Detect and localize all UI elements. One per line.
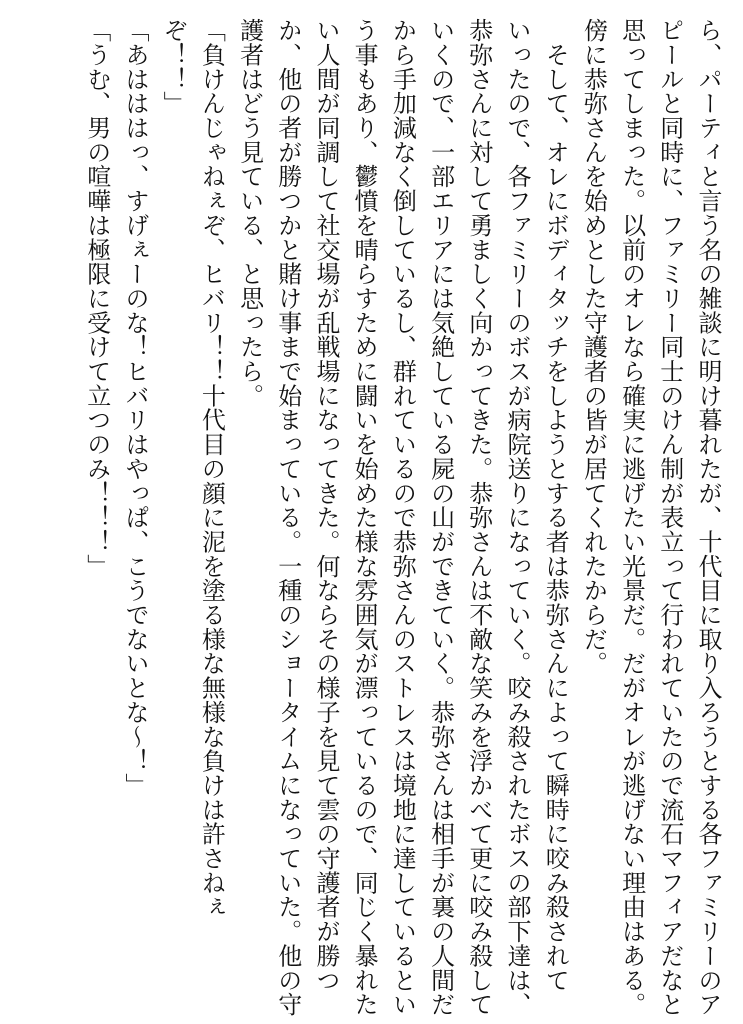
text-line: 傍に恭弥さんを始めとした守護者の皆が居てくれたからだ。	[579, 18, 608, 676]
text-line: そして、オレにボディタッチをしようとする者は恭弥さんによって瞬時に咬み殺されて	[541, 18, 570, 992]
text-line: 思ってしまった。以前のオレなら確実に逃げたい光景だ。だがオレが逃げない理由はある。	[617, 18, 646, 1017]
text-line: か、他の者が勝つかと賭け事まで始まっている。一種のショータイムになっていた。他の守	[273, 18, 302, 1017]
dialogue-line: 「負けんじゃねぇぞ、ヒバリ！！十代目の顔に泥を塗る様な無様な負けは許さねぇ	[197, 18, 226, 919]
dialogue-line: 「うむ、男の喧嘩は極限に受けて立つのみ！！！」	[82, 18, 111, 579]
text-line: いったので、各ファミリーのボスが病院送りになっていく。咬み殺されたボスの部下達は、	[502, 18, 531, 1017]
dialogue-line: ぞ！！」	[159, 18, 188, 116]
text-line: 護者はどう見ている、と思ったら。	[235, 18, 264, 408]
vertical-text-body	[78, 18, 727, 1017]
text-line: 恭弥さんに対して勇ましく向かってきた。恭弥さんは不敵な笑みを浮かべて更に咬み殺して	[464, 18, 493, 1017]
text-line: い人間が同調して社交場が乱戦場になってきた。何ならその様子を見て雲の守護者が勝つ	[311, 18, 340, 992]
text-line: から手加減なく倒しているし、群れているので恭弥さんのストレスは境地に達しているとい	[388, 18, 417, 1017]
dialogue-line: 「あはははっ、すげぇーのな！ヒバリはやっぱ、こうでないとな〜！」	[120, 18, 149, 798]
text-line: いくので、一部エリアには気絶している屍の山ができていく。恭弥さんは相手が裏の人間だ	[426, 18, 455, 1017]
text-line: ピールと同時に、ファミリー同士のけん制が表立って行われていたので流石マフィアだなと	[655, 18, 684, 1017]
text-line: ら、パーティと言う名の雑談に明け暮れたが、十代目に取り入ろうとする各ファミリーのア	[694, 18, 722, 1017]
text-line: う事もあり、鬱憤を晴らすために闘いを始めた様な雰囲気が漂っているので、同じく暴れた	[350, 18, 379, 1017]
